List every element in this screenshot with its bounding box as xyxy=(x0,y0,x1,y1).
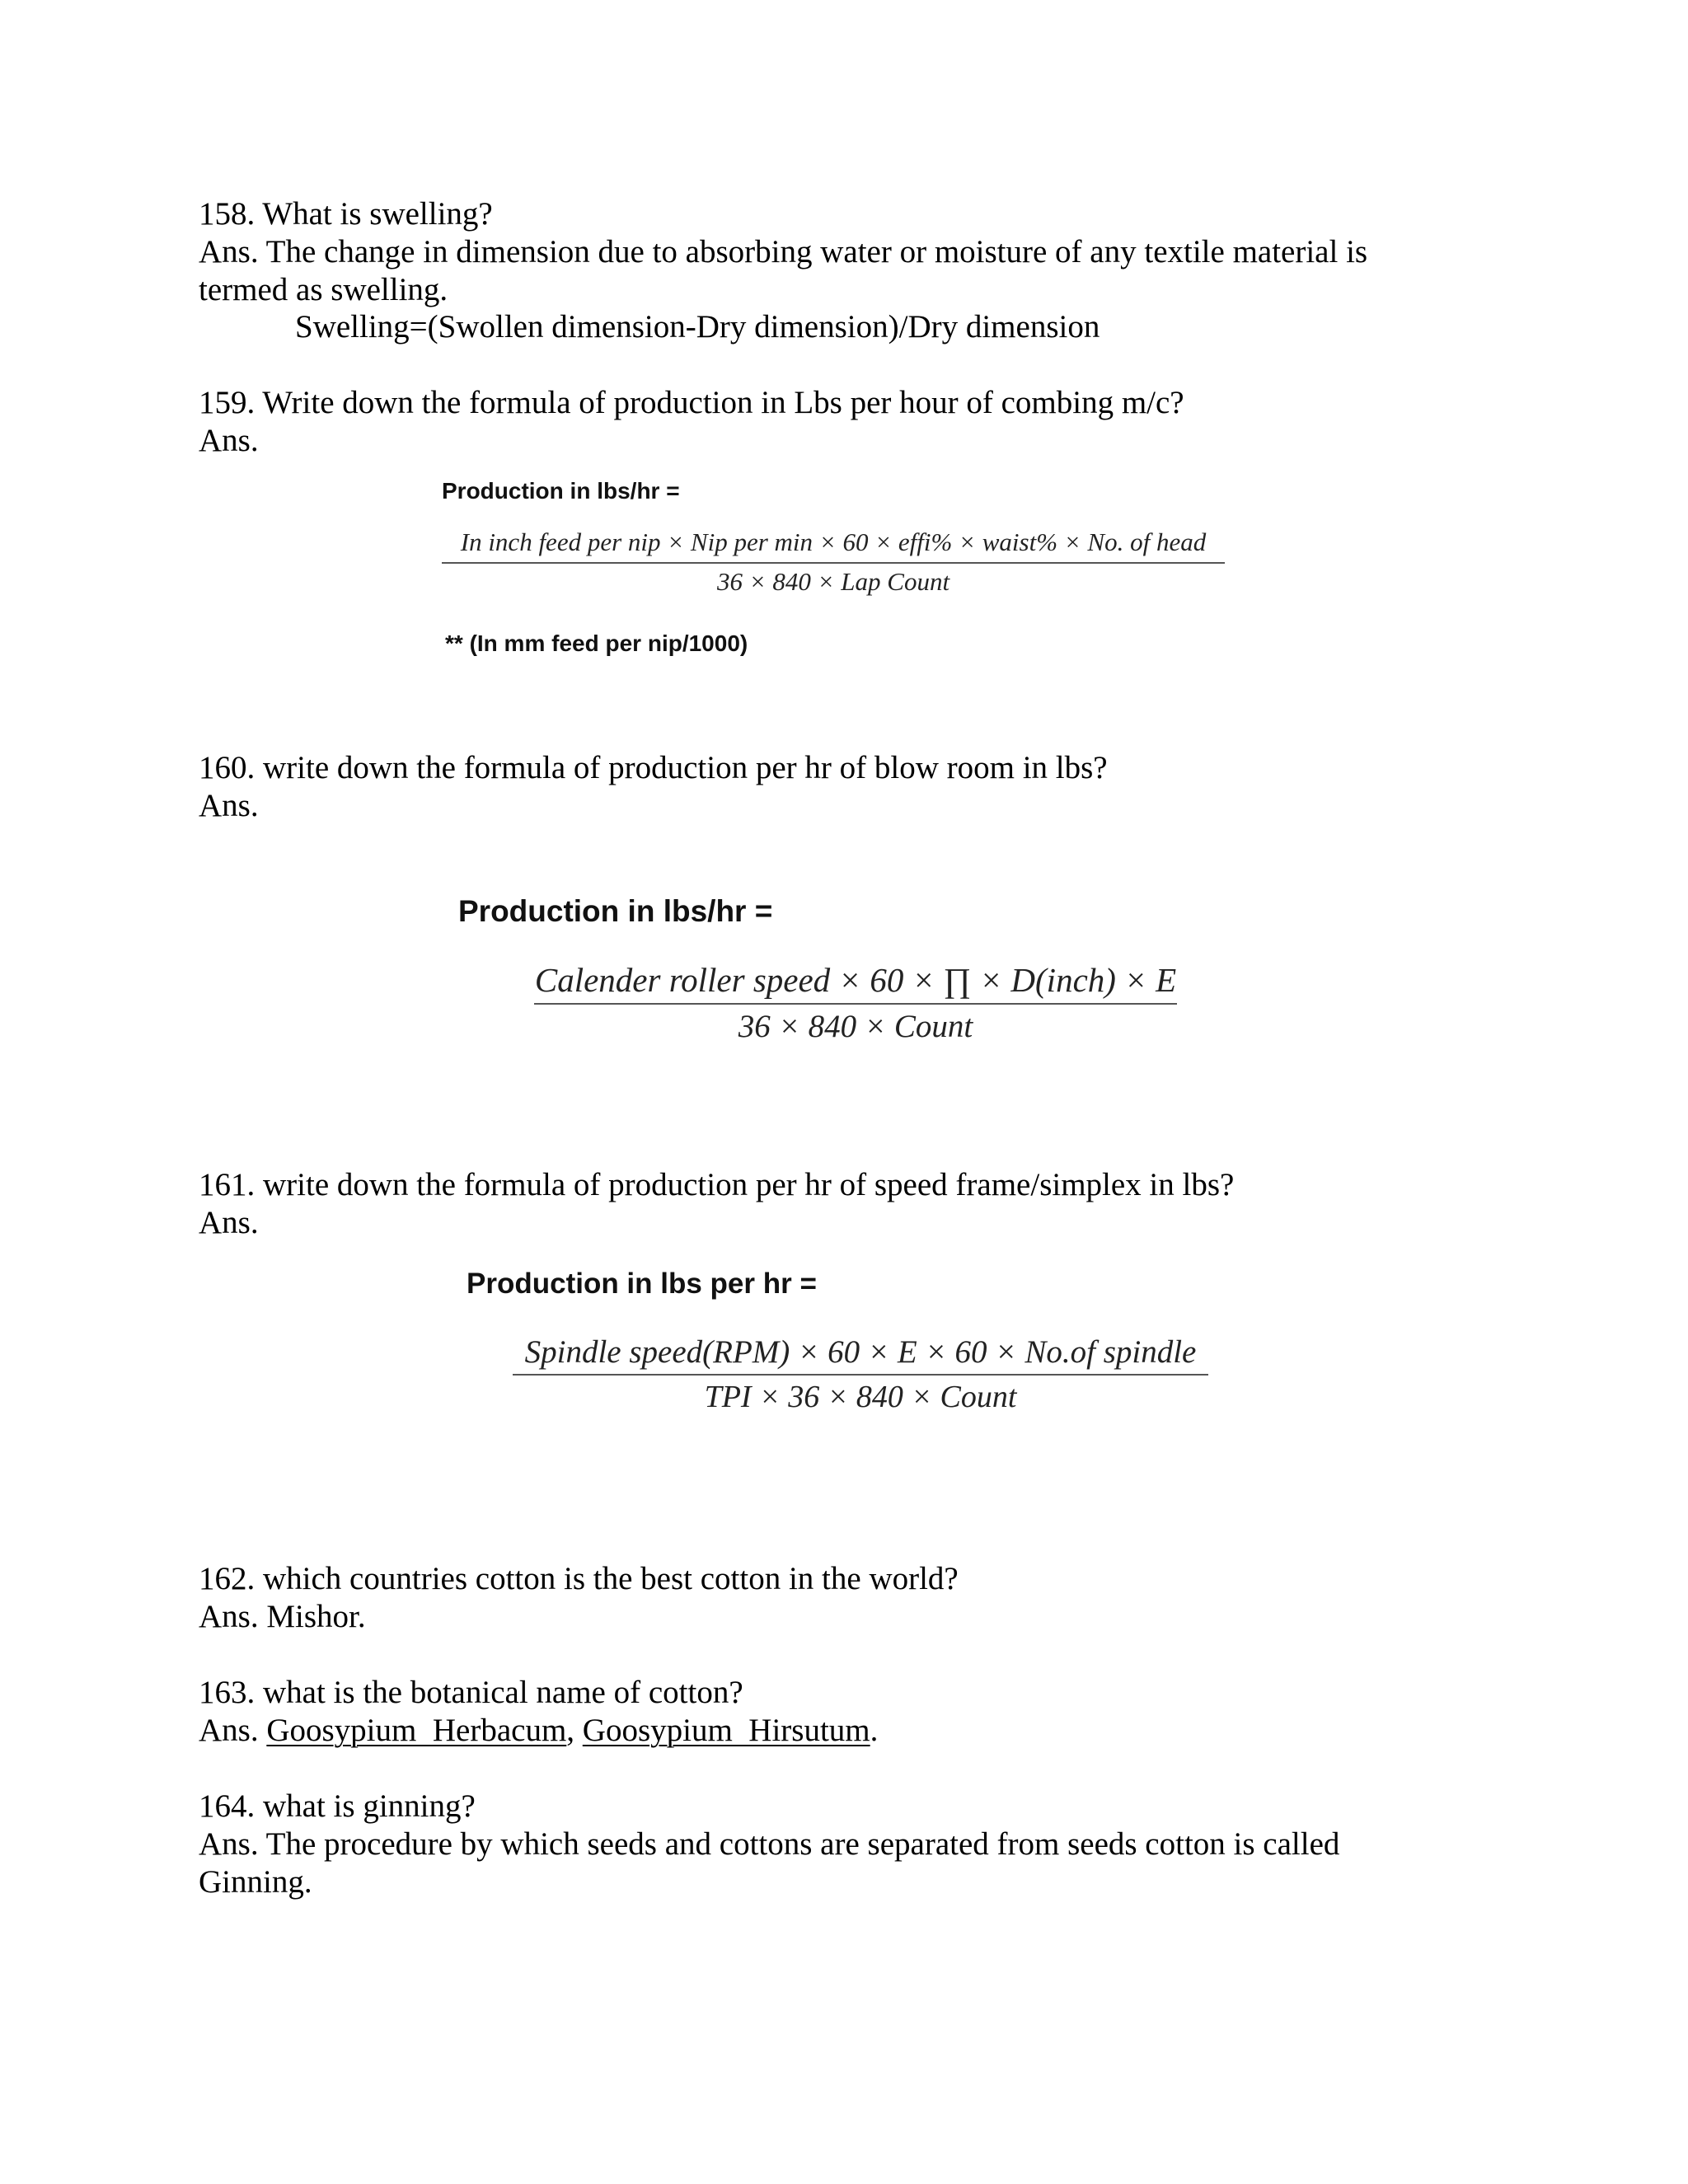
q161-numerator: Spindle speed(RPM) × 60 × E × 60 × No.of spindle xyxy=(524,1334,1197,1370)
q160-fraction xyxy=(534,960,1177,1045)
q163-answer xyxy=(199,1713,878,1749)
q161-formula-figure xyxy=(467,1268,1225,1432)
q161-denominator: TPI × 36 × 840 × Count xyxy=(704,1380,1017,1414)
q161-fraction-bar xyxy=(513,1374,1208,1376)
q159-figure-label: Production in lbs/hr = xyxy=(442,478,680,504)
q160-question: 160. write down the formula of production per hr of blow room in lbs? xyxy=(199,750,1108,785)
q159-fraction xyxy=(442,527,1225,597)
q158-formula: Swelling=(Swollen dimension-Dry dimension)/Dry dimension xyxy=(295,309,1100,344)
q163-name1: Goosypium Herbacum xyxy=(266,1713,567,1748)
q164-question: 164. what is ginning? xyxy=(199,1788,476,1824)
q163-separator: , xyxy=(566,1713,583,1748)
q164-answer-line1: Ans. The procedure by which seeds and cottons are separated from seeds cotton is called xyxy=(199,1826,1340,1862)
q162-answer: Ans. Mishor. xyxy=(199,1599,366,1634)
q160-denominator: 36 × 840 × Count xyxy=(738,1009,973,1044)
q161-fraction xyxy=(513,1333,1208,1415)
q159-note: ** (In mm feed per nip/1000) xyxy=(445,630,748,656)
q158-answer-line1: Ans. The change in dimension due to absorbing water or moisture of any textile material is xyxy=(199,234,1368,269)
q163-ans-prefix: Ans. xyxy=(199,1713,267,1748)
q159-numerator: In inch feed per nip × Nip per min × 60 × effi% × waist% × No. of head xyxy=(460,527,1207,556)
q161-ans: Ans. xyxy=(199,1205,259,1240)
q164-answer-line2: Ginning. xyxy=(199,1864,312,1900)
q161-figure-label: Production in lbs per hr = xyxy=(467,1268,817,1300)
q160-fraction-bar xyxy=(534,1003,1177,1005)
q163-question: 163. what is the botanical name of cotton? xyxy=(199,1675,743,1710)
q159-formula-figure xyxy=(442,478,1233,668)
q158-question: 158. What is swelling? xyxy=(199,196,493,232)
q163-name2: Goosypium Hirsutum xyxy=(582,1713,870,1748)
q160-figure-label: Production in lbs/hr = xyxy=(458,894,773,928)
q158-answer-line2: termed as swelling. xyxy=(199,272,448,307)
q161-question: 161. write down the formula of production per hr of speed frame/simplex in lbs? xyxy=(199,1167,1235,1202)
q160-formula-figure xyxy=(458,894,1200,1059)
q159-denominator: 36 × 840 × Lap Count xyxy=(716,567,950,596)
q159-question: 159. Write down the formula of production in Lbs per hour of combing m/c? xyxy=(199,385,1184,420)
q163-end: . xyxy=(870,1713,879,1748)
q159-fraction-bar xyxy=(442,562,1225,564)
q159-ans: Ans. xyxy=(199,423,259,458)
q160-numerator: Calender roller speed × 60 × ∏ × D(inch) × E xyxy=(534,961,1177,999)
q162-question: 162. which countries cotton is the best cotton in the world? xyxy=(199,1561,959,1596)
q160-ans: Ans. xyxy=(199,788,259,823)
